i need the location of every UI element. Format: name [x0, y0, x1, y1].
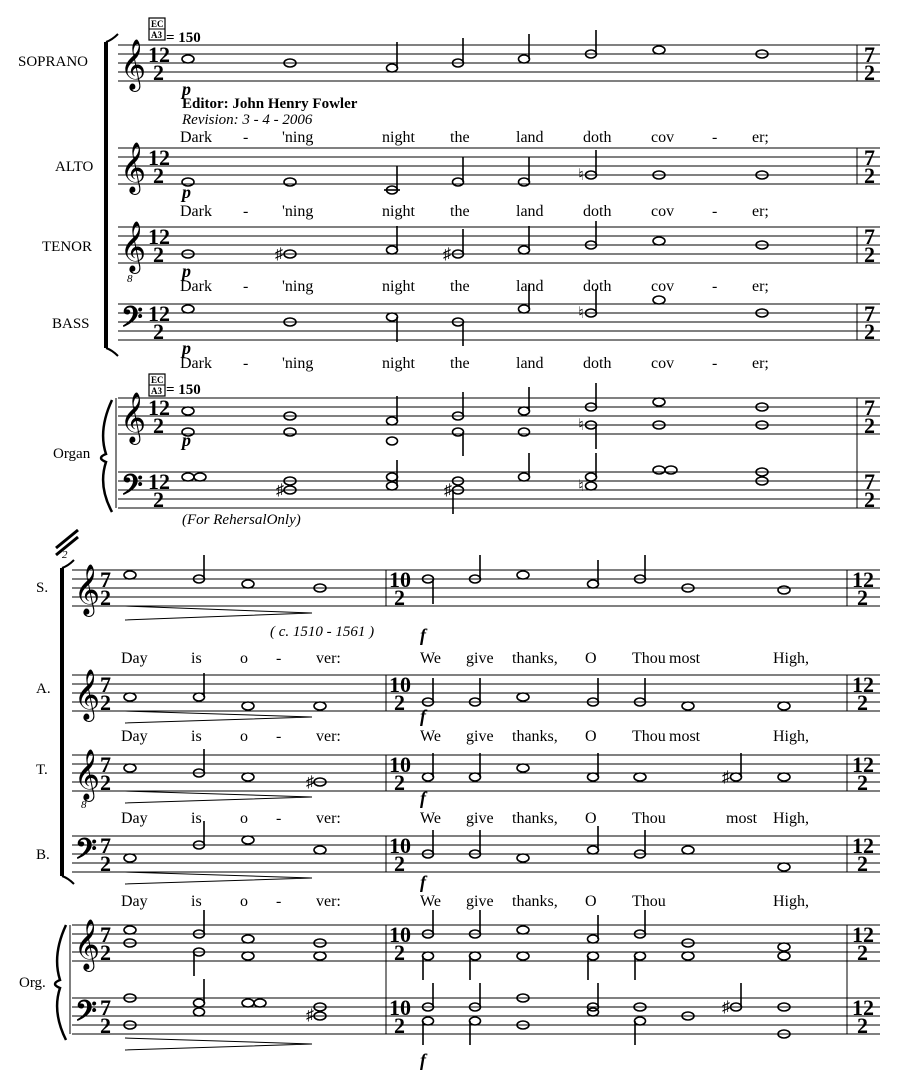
svg-text:2: 2	[100, 770, 111, 795]
svg-text:2: 2	[857, 690, 868, 715]
svg-text:thanks,: thanks,	[512, 728, 558, 745]
svg-text:2: 2	[153, 487, 164, 512]
svg-text:Day: Day	[121, 810, 148, 827]
dynamic-p: p	[182, 338, 191, 358]
svg-text:♯: ♯	[722, 999, 730, 1016]
svg-text:♯: ♯	[306, 1007, 314, 1024]
dynamic-p: p	[182, 261, 191, 281]
system-break-mark	[56, 530, 78, 561]
svg-text:Thou: Thou	[632, 893, 666, 910]
composer-dates: ( c. 1510 - 1561 )	[270, 624, 375, 640]
svg-text:2: 2	[394, 690, 405, 715]
svg-text:o: o	[240, 810, 248, 827]
svg-text:land: land	[516, 355, 544, 372]
svg-text:give: give	[466, 650, 494, 667]
instrument-name-tenor: TENOR	[42, 239, 92, 255]
dynamic-f: f	[420, 625, 426, 645]
staff-bass-2	[72, 836, 880, 872]
dynamic-f: f	[420, 872, 426, 892]
svg-text:7: 7	[864, 395, 875, 420]
svg-text:most: most	[726, 810, 758, 827]
dynamic-p: p	[182, 79, 191, 99]
time-signature-12-2-end	[852, 567, 874, 1038]
svg-text:er;: er;	[752, 355, 769, 372]
svg-text:High,: High,	[773, 650, 809, 667]
svg-text:12: 12	[148, 224, 170, 249]
svg-text:land: land	[516, 278, 544, 295]
treble-clef-icon: 𝄞	[120, 393, 147, 442]
dynamic-p: p	[182, 182, 191, 202]
staff-tenor-1	[118, 227, 880, 263]
svg-text:Dark: Dark	[180, 203, 212, 220]
svg-text:♯: ♯	[722, 769, 730, 786]
lyrics-bass-1	[180, 355, 769, 372]
svg-text:7: 7	[864, 224, 875, 249]
editor-credit: Editor: John Henry Fowler	[182, 96, 358, 112]
svg-text:♯: ♯	[276, 482, 284, 499]
svg-text:O: O	[585, 728, 597, 745]
svg-text:-: -	[276, 810, 282, 827]
svg-text:7: 7	[864, 301, 875, 326]
svg-text:2: 2	[100, 690, 111, 715]
svg-text:the: the	[450, 355, 470, 372]
svg-text:-: -	[243, 129, 249, 146]
svg-text:-: -	[712, 355, 718, 372]
organ-brace-2	[55, 925, 66, 1040]
lyrics-tenor-2	[121, 810, 809, 827]
rehearsal-note: (For RehersalOnly)	[182, 512, 301, 528]
svg-text:is: is	[191, 810, 202, 827]
lyrics-soprano-1	[180, 129, 769, 146]
svg-text:7: 7	[100, 833, 111, 858]
svg-text:-: -	[276, 893, 282, 910]
svg-text:cov: cov	[651, 355, 675, 372]
svg-text:= 150: = 150	[166, 382, 201, 398]
dynamic-f: f	[420, 706, 426, 726]
svg-text:doth: doth	[583, 278, 612, 295]
svg-text:'ning: 'ning	[282, 278, 314, 295]
svg-text:er;: er;	[752, 278, 769, 295]
svg-text:O: O	[585, 810, 597, 827]
svg-text:High,: High,	[773, 893, 809, 910]
svg-text:12: 12	[852, 672, 874, 697]
svg-text:the: the	[450, 278, 470, 295]
instrument-name-b: B.	[36, 847, 50, 863]
svg-text:We: We	[420, 893, 441, 910]
svg-text:give: give	[466, 728, 494, 745]
svg-text:o: o	[240, 893, 248, 910]
time-signature-7-2	[100, 567, 111, 1038]
svg-text:-: -	[712, 278, 718, 295]
lyrics-alto-1	[180, 203, 769, 220]
instrument-name-org: Org.	[19, 975, 46, 991]
svg-text:2: 2	[153, 413, 164, 438]
svg-text:12: 12	[148, 301, 170, 326]
svg-text:most: most	[669, 728, 701, 745]
svg-text:is: is	[191, 650, 202, 667]
lyrics-alto-2	[121, 728, 809, 745]
svg-text:doth: doth	[583, 203, 612, 220]
svg-text:land: land	[516, 129, 544, 146]
svg-text:Dark: Dark	[180, 278, 212, 295]
svg-text:night: night	[382, 355, 415, 372]
svg-text:2: 2	[153, 242, 164, 267]
svg-text:the: the	[450, 203, 470, 220]
svg-text:o: o	[240, 650, 248, 667]
svg-text:♯: ♯	[306, 774, 314, 791]
svg-text:2: 2	[394, 1013, 405, 1038]
svg-text:ver:: ver:	[316, 810, 341, 827]
time-signature-7-2	[864, 42, 875, 512]
svg-text:Thou: Thou	[632, 728, 666, 745]
svg-text:A3: A3	[151, 386, 162, 396]
treble-clef-8-icon: 𝄞	[120, 222, 147, 271]
svg-text:12: 12	[852, 922, 874, 947]
lyrics-bass-2	[121, 893, 809, 910]
bass-clef-icon: 𝄢	[75, 997, 97, 1034]
treble-clef-icon: 𝄞	[74, 670, 101, 719]
svg-text:7: 7	[100, 995, 111, 1020]
svg-text:12: 12	[852, 995, 874, 1020]
svg-text:♮: ♮	[578, 478, 584, 495]
treble-clef-icon: 𝄞	[120, 143, 147, 192]
svg-text:12: 12	[852, 752, 874, 777]
svg-text:ver:: ver:	[316, 893, 341, 910]
svg-text:10: 10	[389, 752, 411, 777]
svg-text:12: 12	[148, 395, 170, 420]
svg-text:2: 2	[394, 585, 405, 610]
lyrics-soprano-2	[121, 650, 809, 667]
svg-text:most: most	[669, 650, 701, 667]
instrument-name-soprano: SOPRANO	[18, 54, 89, 70]
svg-text:2: 2	[857, 770, 868, 795]
svg-text:12: 12	[148, 42, 170, 67]
svg-text:-: -	[243, 203, 249, 220]
bass-clef-icon: 𝄢	[75, 835, 97, 872]
instrument-name-organ: Organ	[53, 446, 91, 462]
svg-text:2: 2	[864, 487, 875, 512]
svg-text:♯: ♯	[275, 246, 283, 263]
svg-text:EC: EC	[151, 375, 164, 385]
svg-text:7: 7	[100, 672, 111, 697]
svg-text:ver:: ver:	[316, 650, 341, 667]
svg-text:♯: ♯	[443, 246, 451, 263]
svg-text:Day: Day	[121, 728, 148, 745]
svg-text:2: 2	[100, 585, 111, 610]
svg-text:8: 8	[81, 799, 87, 811]
svg-text:Dark: Dark	[180, 355, 212, 372]
svg-text:2: 2	[857, 851, 868, 876]
treble-clef-icon: 𝄞	[120, 40, 147, 89]
svg-text:-: -	[276, 650, 282, 667]
revision-note: Revision: 3 - 4 - 2006	[182, 112, 313, 128]
svg-text:2: 2	[857, 940, 868, 965]
measure-number: 2	[62, 549, 68, 561]
svg-text:A3: A3	[151, 30, 162, 40]
svg-text:8: 8	[127, 273, 133, 285]
svg-text:7: 7	[100, 922, 111, 947]
dynamic-f: f	[420, 788, 426, 808]
svg-text:Thou: Thou	[632, 650, 666, 667]
instrument-name-a: A.	[36, 681, 51, 697]
svg-text:2: 2	[394, 851, 405, 876]
svg-text:7: 7	[864, 145, 875, 170]
svg-text:High,: High,	[773, 728, 809, 745]
dynamic-f: f	[420, 1050, 426, 1070]
svg-text:Day: Day	[121, 893, 148, 910]
svg-text:12: 12	[148, 469, 170, 494]
svg-text:give: give	[466, 893, 494, 910]
svg-text:♮: ♮	[578, 417, 584, 434]
svg-text:the: the	[450, 129, 470, 146]
svg-text:We: We	[420, 650, 441, 667]
instrument-name-s: S.	[36, 580, 49, 596]
svg-text:2: 2	[864, 242, 875, 267]
svg-text:♮: ♮	[578, 305, 584, 322]
svg-text:cov: cov	[651, 278, 675, 295]
svg-text:night: night	[382, 278, 415, 295]
svg-text:thanks,: thanks,	[512, 650, 558, 667]
instrument-name-alto: ALTO	[55, 159, 94, 175]
svg-text:High,: High,	[773, 810, 809, 827]
svg-text:10: 10	[389, 833, 411, 858]
svg-text:land: land	[516, 203, 544, 220]
bass-clef-icon: 𝄢	[121, 303, 143, 340]
svg-text:7: 7	[100, 567, 111, 592]
instrument-name-t: T.	[36, 762, 48, 778]
svg-text:EC: EC	[151, 19, 164, 29]
svg-text:cov: cov	[651, 203, 675, 220]
svg-text:thanks,: thanks,	[512, 810, 558, 827]
svg-text:2: 2	[857, 1013, 868, 1038]
svg-text:2: 2	[857, 585, 868, 610]
svg-text:10: 10	[389, 922, 411, 947]
tempo-marking-organ	[149, 374, 201, 398]
treble-clef-8-icon: 𝄞	[74, 750, 101, 799]
svg-text:2: 2	[153, 319, 164, 344]
svg-text:2: 2	[864, 60, 875, 85]
svg-text:2: 2	[864, 163, 875, 188]
svg-text:2: 2	[864, 413, 875, 438]
svg-text:'ning: 'ning	[282, 129, 314, 146]
svg-text:o: o	[240, 728, 248, 745]
svg-text:doth: doth	[583, 129, 612, 146]
svg-text:2: 2	[864, 319, 875, 344]
svg-text:'ning: 'ning	[282, 203, 314, 220]
dynamic-p: p	[182, 430, 191, 450]
svg-text:7: 7	[864, 469, 875, 494]
bass-clef-icon: 𝄢	[121, 471, 143, 508]
svg-text:♯: ♯	[444, 482, 452, 499]
svg-text:ver:: ver:	[316, 728, 341, 745]
svg-text:2: 2	[153, 60, 164, 85]
organ-brace	[101, 400, 112, 512]
svg-text:= 150: = 150	[166, 30, 201, 46]
svg-text:10: 10	[389, 567, 411, 592]
svg-text:10: 10	[389, 672, 411, 697]
svg-text:♮: ♮	[578, 167, 584, 184]
svg-text:-: -	[712, 129, 718, 146]
svg-text:12: 12	[852, 567, 874, 592]
svg-text:er;: er;	[752, 129, 769, 146]
svg-text:give: give	[466, 810, 494, 827]
svg-text:cov: cov	[651, 129, 675, 146]
time-signature-10-2	[389, 567, 411, 1038]
svg-text:2: 2	[100, 1013, 111, 1038]
svg-text:12: 12	[148, 145, 170, 170]
svg-text:-: -	[243, 278, 249, 295]
svg-text:'ning: 'ning	[282, 355, 314, 372]
lyrics-tenor-1	[180, 278, 769, 295]
svg-text:er;: er;	[752, 203, 769, 220]
svg-text:night: night	[382, 129, 415, 146]
svg-text:-: -	[243, 355, 249, 372]
svg-text:night: night	[382, 203, 415, 220]
treble-clef-icon: 𝄞	[74, 565, 101, 614]
instrument-name-bass: BASS	[52, 316, 90, 332]
svg-text:12: 12	[852, 833, 874, 858]
svg-text:is: is	[191, 893, 202, 910]
svg-text:We: We	[420, 810, 441, 827]
svg-text:We: We	[420, 728, 441, 745]
decrescendo-hairpins	[125, 606, 312, 1050]
svg-text:7: 7	[864, 42, 875, 67]
svg-text:doth: doth	[583, 355, 612, 372]
svg-text:Dark: Dark	[180, 129, 212, 146]
svg-text:Day: Day	[121, 650, 148, 667]
treble-clef-icon: 𝄞	[74, 920, 101, 969]
svg-text:2: 2	[100, 851, 111, 876]
svg-text:2: 2	[394, 770, 405, 795]
svg-text:2: 2	[394, 940, 405, 965]
svg-text:thanks,: thanks,	[512, 893, 558, 910]
svg-text:Thou: Thou	[632, 810, 666, 827]
svg-text:O: O	[585, 893, 597, 910]
svg-text:is: is	[191, 728, 202, 745]
svg-text:2: 2	[100, 940, 111, 965]
svg-text:O: O	[585, 650, 597, 667]
svg-text:7: 7	[100, 752, 111, 777]
svg-text:10: 10	[389, 995, 411, 1020]
svg-text:-: -	[276, 728, 282, 745]
svg-text:2: 2	[153, 163, 164, 188]
svg-text:-: -	[712, 203, 718, 220]
time-signature-12-2	[148, 42, 170, 512]
